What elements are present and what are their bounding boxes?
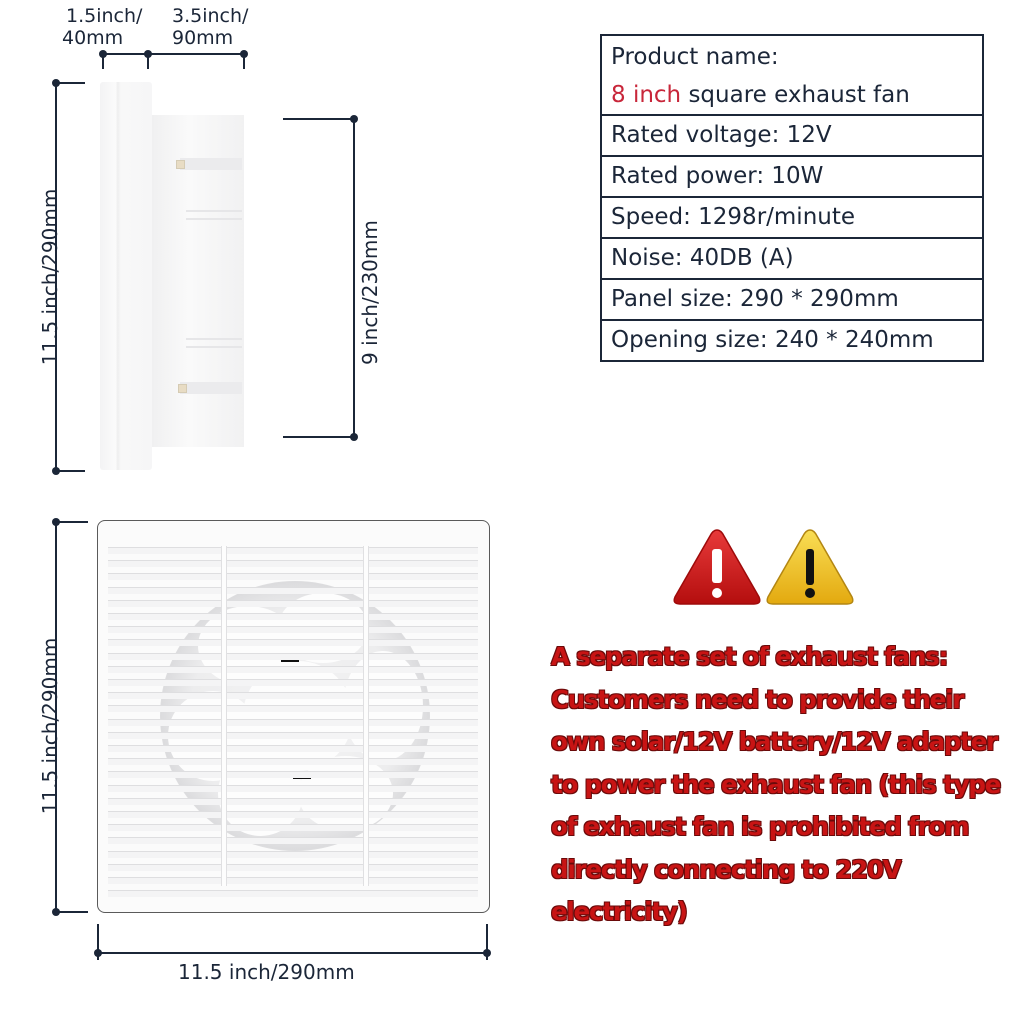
front-width-dot-left (94, 949, 102, 957)
grille-slat (108, 719, 478, 726)
spec-noise: Noise: 40DB (A) (602, 237, 982, 278)
grille-slat (108, 692, 478, 699)
grille-slat (108, 666, 478, 673)
grille-slat (108, 587, 478, 594)
grille-slat (108, 732, 478, 739)
depth-body-inch: 3.5inch/ (172, 5, 249, 27)
front-width-dot-right (483, 949, 491, 957)
warning-line: Customers need to provide their (551, 684, 964, 714)
side-ridge (186, 346, 242, 348)
grille-slat (108, 864, 478, 871)
grille-slat (108, 613, 478, 620)
body-height-dot-top (350, 115, 358, 123)
grille-vertical-bar (363, 546, 369, 886)
warning-line: of exhaust fan is prohibited from (551, 812, 969, 841)
depth-front-inch: 1.5inch/ (66, 5, 143, 27)
side-ridge (186, 210, 242, 212)
grille-slat (108, 851, 478, 858)
depth-front-mm: 40mm (62, 27, 124, 49)
grille-slat (108, 745, 478, 752)
depth-body-mm: 90mm (172, 27, 234, 49)
body-height-tick-top (283, 118, 357, 120)
product-name-value (611, 76, 982, 114)
side-height-dot-bottom (52, 467, 60, 475)
warning-line: electricity) (551, 897, 687, 926)
product-size-highlight: 8 inch (611, 82, 682, 108)
grille-slat (108, 785, 478, 792)
body-height-tick-bottom (283, 436, 357, 438)
side-ridge (186, 218, 242, 220)
body-height-dot-bottom (350, 433, 358, 441)
warning-line: own solar/12V battery/12V adapter (551, 727, 998, 756)
grille-slat (108, 824, 478, 831)
side-slot-bottom (180, 382, 242, 394)
depth-dimension-line (103, 53, 245, 55)
body-height-label: 9 inch/230mm (358, 220, 382, 365)
spec-table (600, 34, 984, 362)
spec-opening-size: Opening size: 240 * 240mm (602, 319, 982, 360)
product-name-label: Product name: (611, 44, 779, 70)
depth-dot-mid (144, 50, 152, 58)
side-ridge (186, 338, 242, 340)
red-warning-triangle-icon (672, 527, 762, 607)
grille-slat (108, 837, 478, 844)
grille-slat (108, 639, 478, 646)
side-slot-top (180, 158, 242, 170)
depth-dot-right (240, 50, 248, 58)
warning-line: A separate set of exhaust fans: (551, 642, 948, 671)
fan-blade (298, 756, 393, 831)
grille-slat (108, 771, 478, 778)
warning-text (551, 636, 1021, 934)
front-height-label: 11.5 inch/290mm (38, 637, 62, 815)
front-width-label: 11.5 inch/290mm (178, 960, 355, 984)
spec-rated-voltage: Rated voltage: 12V (602, 114, 982, 155)
grille-slat (108, 653, 478, 660)
grille-slat (108, 811, 478, 818)
grille-slat (108, 890, 478, 897)
grille-slat (108, 705, 478, 712)
grille-slat (108, 626, 478, 633)
grille-slat (108, 758, 478, 765)
grille-slat (108, 600, 478, 607)
grille-slat (108, 573, 478, 580)
yellow-warning-triangle-icon (765, 527, 855, 607)
product-type: square exhaust fan (681, 82, 910, 108)
grille-slat (108, 877, 478, 884)
warning-line: to power the exhaust fan (this type (551, 769, 1001, 799)
grille-slat (108, 547, 478, 554)
side-front-panel (100, 82, 152, 470)
grille-slat (108, 560, 478, 567)
warning-line: directly connecting to 220V (551, 854, 901, 884)
side-tab-top (176, 160, 185, 169)
side-tab-bottom (178, 384, 187, 393)
spec-rated-power: Rated power: 10W (602, 155, 982, 196)
body-height-line (353, 119, 355, 437)
grille-slat (108, 679, 478, 686)
front-height-dot-top (52, 518, 60, 526)
side-height-label: 11.5 inch/290mm (38, 188, 62, 366)
depth-dot-left (99, 50, 107, 58)
spec-product-name (602, 36, 982, 114)
front-width-line (98, 952, 488, 954)
side-height-dot-top (52, 79, 60, 87)
spec-speed: Speed: 1298r/minute (602, 196, 982, 237)
fan-front-view (97, 520, 490, 913)
spec-panel-size: Panel size: 290 * 290mm (602, 278, 982, 319)
grille-slat (108, 798, 478, 805)
front-height-dot-bottom (52, 908, 60, 916)
grille-vertical-bar (221, 546, 227, 886)
